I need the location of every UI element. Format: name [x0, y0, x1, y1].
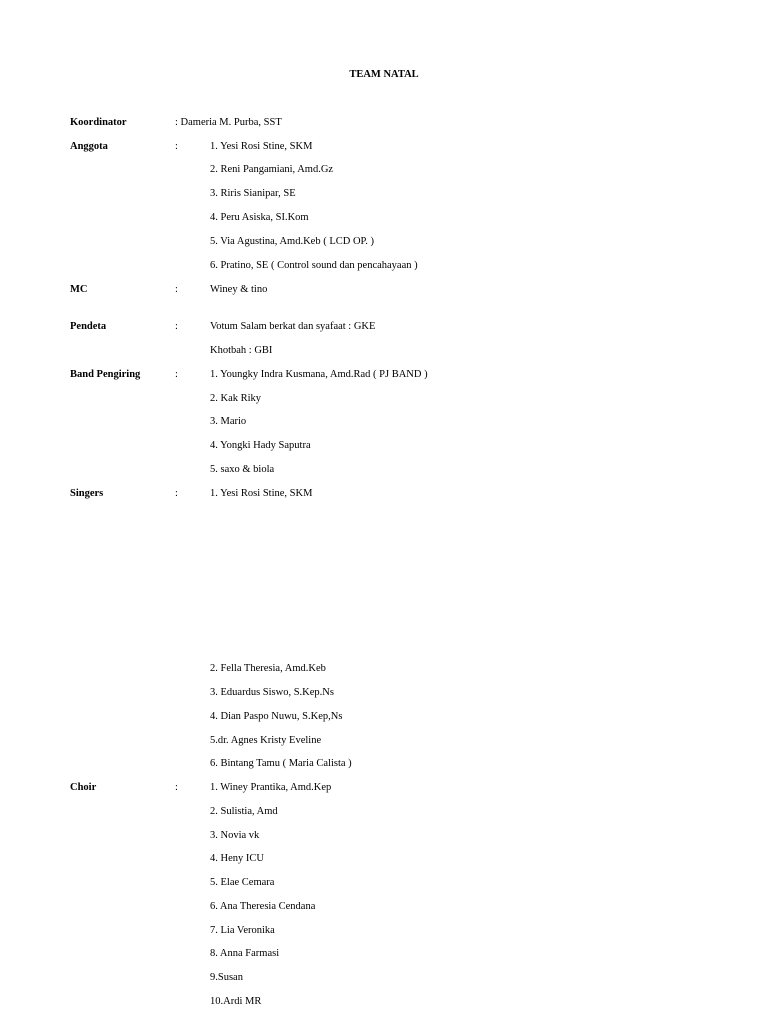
- band-label: Band Pengiring: [70, 369, 141, 380]
- singers-item: 1. Yesi Rosi Stine, SKM: [210, 488, 313, 499]
- choir-item: 10.Ardi MR: [210, 996, 262, 1007]
- anggota-item: 5. Via Agustina, Amd.Keb ( LCD OP. ): [210, 236, 374, 247]
- band-item: 3. Mario: [210, 416, 247, 427]
- choir-item: 7. Lia Veronika: [210, 925, 275, 936]
- choir-item: 9.Susan: [210, 972, 243, 983]
- anggota-item: 6. Pratino, SE ( Control sound dan pencahayaan ): [210, 260, 418, 271]
- koordinator-value: : Dameria M. Purba, SST: [175, 117, 282, 128]
- anggota-colon: :: [175, 141, 178, 152]
- singers-item: 5.dr. Agnes Kristy Eveline: [210, 735, 322, 746]
- mc-value: Winey & tino: [210, 284, 268, 295]
- band-item: 5. saxo & biola: [210, 464, 275, 475]
- mc-colon: :: [175, 284, 178, 295]
- singers-item: 2. Fella Theresia, Amd.Keb: [210, 663, 326, 674]
- singers-item: 4. Dian Paspo Nuwu, S.Kep,Ns: [210, 711, 343, 722]
- choir-item: 6. Ana Theresia Cendana: [210, 901, 316, 912]
- anggota-item: 4. Peru Asiska, SI.Kom: [210, 212, 309, 223]
- koordinator-label: Koordinator: [70, 117, 127, 128]
- choir-item: 3. Novia vk: [210, 830, 260, 841]
- pendeta-item: Votum Salam berkat dan syafaat : GKE: [210, 321, 376, 332]
- band-item: 2. Kak Riky: [210, 393, 262, 404]
- anggota-item: 3. Riris Sianipar, SE: [210, 188, 296, 199]
- choir-item: 5. Elae Cemara: [210, 877, 275, 888]
- singers-item: 3. Eduardus Siswo, S.Kep.Ns: [210, 687, 334, 698]
- band-item: 4. Yongki Hady Saputra: [210, 440, 311, 451]
- singers-item: 6. Bintang Tamu ( Maria Calista ): [210, 758, 352, 769]
- anggota-item: 2. Reni Pangamiani, Amd.Gz: [210, 164, 334, 175]
- anggota-item: 1. Yesi Rosi Stine, SKM: [210, 141, 313, 152]
- band-colon: :: [175, 369, 178, 380]
- document-title: TEAM NATAL: [349, 69, 419, 80]
- mc-label: MC: [70, 284, 88, 295]
- pendeta-label: Pendeta: [70, 321, 107, 332]
- pendeta-item: Khotbah : GBI: [210, 345, 273, 356]
- singers-colon: :: [175, 488, 178, 499]
- choir-item: 1. Winey Prantika, Amd.Kep: [210, 782, 332, 793]
- choir-colon: :: [175, 782, 178, 793]
- singers-label: Singers: [70, 488, 104, 499]
- choir-item: 8. Anna Farmasi: [210, 948, 280, 959]
- band-item: 1. Youngky Indra Kusmana, Amd.Rad ( PJ BAND ): [210, 369, 428, 380]
- choir-item: 4. Heny ICU: [210, 853, 264, 864]
- pendeta-colon: :: [175, 321, 178, 332]
- anggota-label: Anggota: [70, 141, 108, 152]
- choir-item: 2. Sulistia, Amd: [210, 806, 278, 817]
- choir-label: Choir: [70, 782, 97, 793]
